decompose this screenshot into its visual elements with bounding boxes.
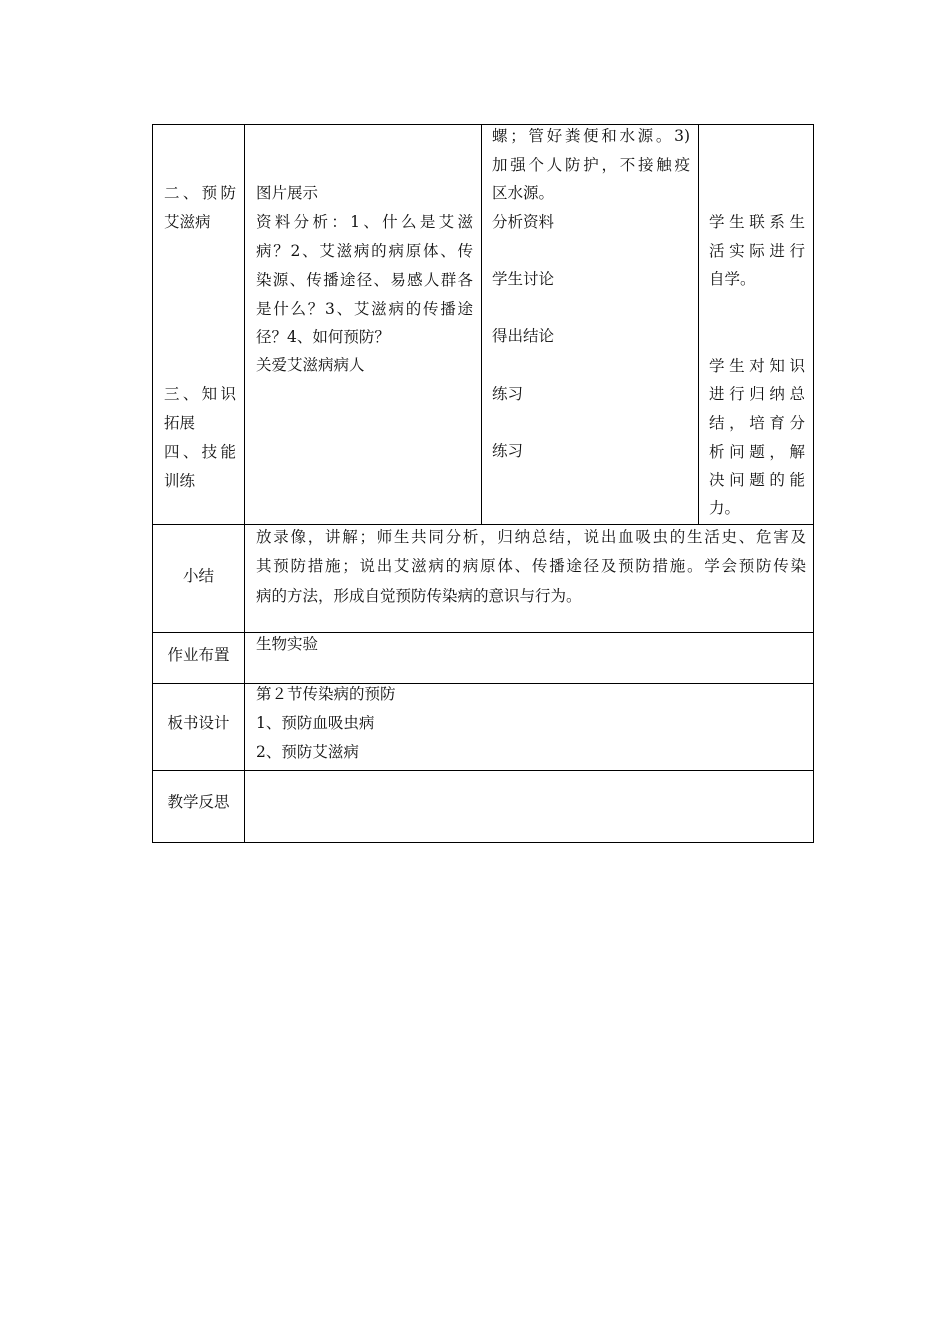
activity-line: 染源、传播途径、易感人群各 <box>256 271 473 289</box>
skill-train-heading-l2: 训练 <box>164 472 196 490</box>
border-col1 <box>244 124 245 843</box>
border-bottom <box>152 842 814 843</box>
summary-label: 小结 <box>182 567 214 585</box>
board-design-line: 第２节传染病的预防 <box>256 685 396 703</box>
intent-line: 自学。 <box>709 270 756 288</box>
activity-line: 关爱艾滋病病人 <box>256 356 365 374</box>
homework-content: 生物实验 <box>256 635 319 653</box>
border-right <box>813 124 814 843</box>
carry-over-line: 加强个人防护，不接触疫 <box>492 156 690 174</box>
activity-line: 资料分析：1、什么是艾滋 <box>256 213 473 231</box>
intent-line: 结，培育分 <box>709 414 805 432</box>
activity-line: 径？4、如何预防？ <box>256 328 390 346</box>
border-row3-bottom <box>152 683 814 684</box>
board-design-line: 2、预防艾滋病 <box>256 743 359 761</box>
student-discussion-text: 学生讨论 <box>492 270 555 288</box>
knowledge-ext-heading-l2: 拓展 <box>164 414 196 432</box>
carry-over-line: 区水源。 <box>492 184 555 202</box>
summary-line: 其预防措施；说出艾滋病的病原体、传播途径及预防措施。学会预防传染 <box>256 557 806 575</box>
intent-line: 进行归纳总 <box>709 385 805 403</box>
border-row2-bottom <box>152 632 814 633</box>
intent-line: 学生联系生 <box>709 213 805 231</box>
homework-label: 作业布置 <box>167 646 230 664</box>
border-col3 <box>698 124 699 525</box>
analyze-material-text: 分析资料 <box>492 213 555 231</box>
summary-line: 病的方法，形成自觉预防传染病的意识与行为。 <box>256 587 582 605</box>
board-design-label: 板书设计 <box>167 714 230 732</box>
draw-conclusion-text: 得出结论 <box>492 327 555 345</box>
activity-line: 病？2、艾滋病的病原体、传 <box>256 242 473 260</box>
skill-train-heading-l1: 四、技能 <box>164 443 236 461</box>
prevent-aids-heading-l2: 艾滋病 <box>164 213 211 231</box>
prevent-aids-heading-l1: 二、预防 <box>164 184 236 202</box>
board-design-line: 1、预防血吸虫病 <box>256 714 375 732</box>
activity-line: 是什么？3、艾滋病的传播途 <box>256 300 473 318</box>
practice-text: 练习 <box>492 385 524 403</box>
practice-text: 练习 <box>492 442 524 460</box>
border-col2 <box>481 124 482 525</box>
intent-line: 活实际进行 <box>709 242 805 260</box>
border-row4-bottom <box>152 770 814 771</box>
reflection-label: 教学反思 <box>167 793 230 811</box>
summary-line: 放录像，讲解；师生共同分析，归纳总结，说出血吸虫的生活史、危害及 <box>256 528 806 546</box>
knowledge-ext-heading-l1: 三、知识 <box>164 385 236 403</box>
intent-line: 学生对知识 <box>709 357 805 375</box>
intent-line: 力。 <box>709 499 741 517</box>
intent-line: 决问题的能 <box>709 471 805 489</box>
border-top <box>152 124 814 125</box>
activity-line: 图片展示 <box>256 184 319 202</box>
carry-over-line: 螺；管好粪便和水源。3) <box>492 127 690 145</box>
intent-line: 析问题，解 <box>709 443 805 461</box>
